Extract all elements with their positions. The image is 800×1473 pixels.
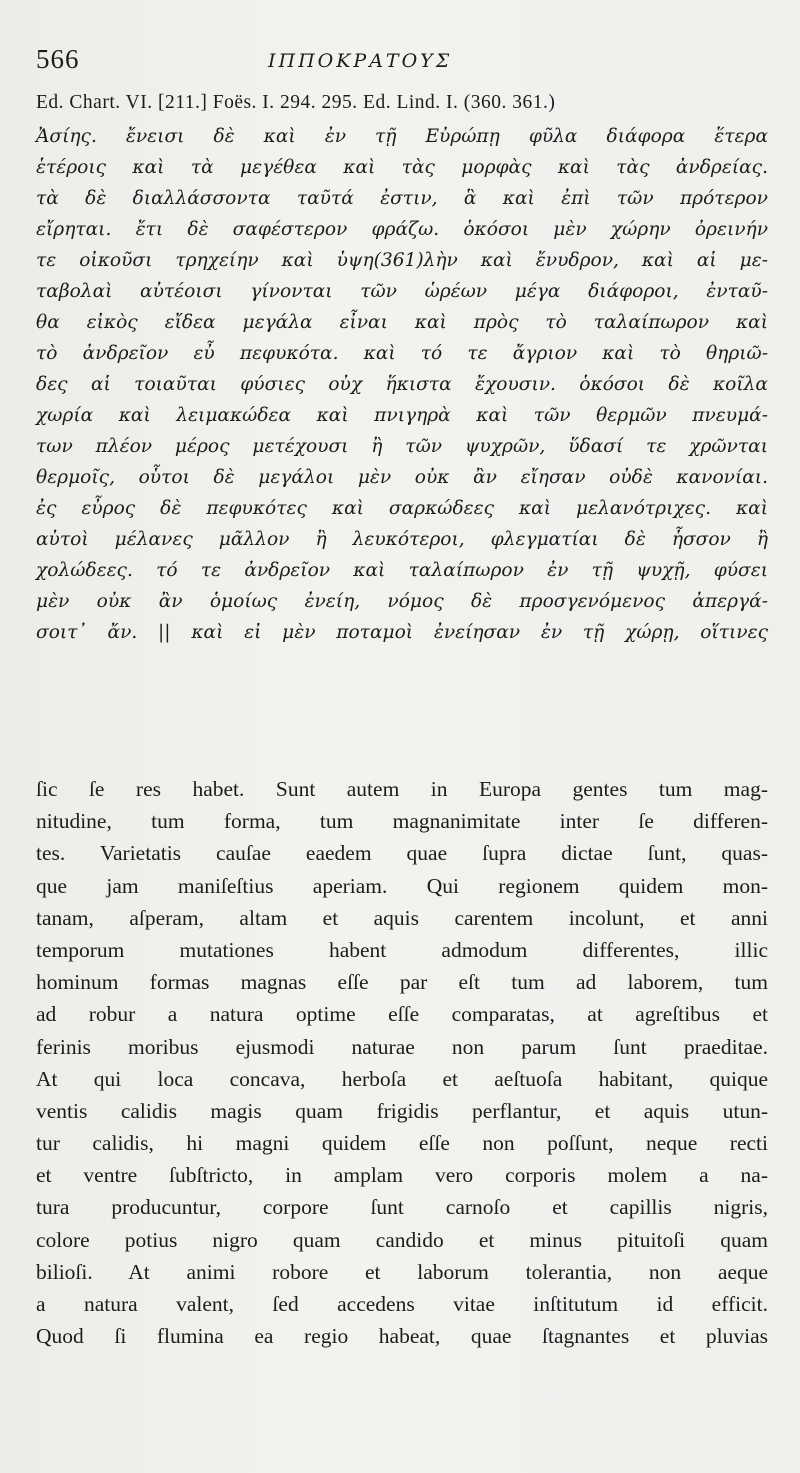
latin-line: ſic ſe res habet. Sunt autem in Europa gentes tum mag- [36,777,768,801]
greek-line: αὐτοὶ μέλανες μᾶλλον ἢ λευκότεροι, φλεγματίαι δὲ ἧσσον ἢ [36,529,768,550]
latin-line: colore potius nigro quam candido et minus pituitoſi quam [36,1227,768,1252]
greek-line: Ἀσίης. ἔνεισι δὲ καὶ ἐν τῇ Εὐρώπῃ φῦλα διάφορα ἕτερα [36,126,768,147]
latin-line: que jam maniſeſtius aperiam. Qui regionem quidem mon- [36,873,768,898]
latin-line: At qui loca concava, herboſa et aeſtuoſa habitant, quique [36,1066,768,1091]
latin-line: et ventre ſubſtricto, in amplam vero corporis molem a na- [36,1163,768,1188]
running-title: ΙΠΠΟΚΡΑΤΟΥΣ [268,50,453,72]
latin-line: Quod ſi flumina ea regio habeat, quae ſtagnantes et pluvias [36,1324,768,1349]
latin-translation-block [36,773,768,1352]
greek-line: θα εἰκὸς εἴδεα μεγάλα εἶναι καὶ πρὸς τὸ ταλαίπωρον καὶ [36,312,768,333]
latin-line: tes. Varietatis cauſae eaedem quae ſupra dictae ſunt, quas- [36,841,768,866]
latin-line: temporum mutationes habent admodum differentes, illic [36,937,768,962]
greek-line: εἴρηται. ἔτι δὲ σαφέστερον φράζω. ὁκόσοι μὲν χώρην ὀρεινήν [36,219,768,240]
greek-line: σοιτ᾽ ἄν. || καὶ εἰ μὲν ποταμοὶ ἐνείησαν ἐν τῇ χώρῃ, οἵτινες [36,622,768,643]
latin-line: tura producuntur, corpore ſunt carnoſo et capillis nigris, [36,1195,768,1220]
page-number: 566 [36,44,80,74]
greek-line: χωρία καὶ λειμακώδεα καὶ πνιγηρὰ καὶ τῶν θερμῶν πνευμά- [36,405,768,426]
latin-line: nitudine, tum forma, tum magnanimitate inter ſe differen- [36,809,768,834]
greek-line: τε οἰκοῦσι τρηχείην καὶ ὑψη(361)λὴν καὶ ἔνυδρον, καὶ αἱ με- [36,250,768,271]
latin-line: bilioſi. At animi robore et laborum tolerantia, non aeque [36,1259,768,1284]
greek-line: θερμοῖς, οὗτοι δὲ μεγάλοι μὲν οὐκ ἂν εἴησαν οὐδὲ κανονίαι. [36,467,768,488]
greek-line: δες αἱ τοιαῦται φύσιες οὐχ ἥκιστα ἔχουσιν. ὁκόσοι δὲ κοῖλα [36,374,768,395]
latin-line: ventis calidis magis quam frigidis perflantur, et aquis utun- [36,1098,768,1123]
latin-line: tanam, aſperam, altam et aquis carentem incolunt, et anni [36,905,768,930]
greek-text-block [36,121,768,648]
greek-line: ταβολαὶ αὐτέοισι γίνονται τῶν ὡρέων μέγα διάφοροι, ἐνταῦ- [36,281,768,302]
latin-line: tur calidis, hi magni quidem eſſe non poſſunt, neque recti [36,1131,768,1156]
greek-line: ἑτέροις καὶ τὰ μεγέθεα καὶ τὰς μορφὰς καὶ τὰς ἀνδρείας. [36,157,768,178]
latin-line: ferinis moribus ejusmodi naturae non parum ſunt praeditae. [36,1034,768,1059]
latin-line: a natura valent, ſed accedens vitae inſtitutum id efficit. [36,1292,768,1316]
greek-line: ἐς εὖρος δὲ πεφυκότες καὶ σαρκώδεες καὶ μελανότριχες. καὶ [36,498,768,519]
latin-line: ad robur a natura optime eſſe comparatas, at agreſtibus et [36,1002,768,1027]
greek-line: τὰ δὲ διαλλάσσοντα ταῦτά ἐστιν, ἃ καὶ ἐπὶ τῶν πρότερον [36,188,768,209]
greek-line: τὸ ἀνδρεῖον εὖ πεφυκότα. καὶ τό τε ἄγριον καὶ τὸ θηριῶ- [36,343,768,364]
edition-reference-line: Ed. Chart. VI. [211.] Foës. I. 294. 295. Ed. Lind. I. (360. 361.) [36,92,556,113]
greek-line: μὲν οὐκ ἂν ὁμοίως ἐνείη, νόμος δὲ προσγενόμενος ἀπεργά- [36,591,768,612]
greek-line: χολώδεες. τό τε ἀνδρεῖον καὶ ταλαίπωρον ἐν τῇ ψυχῇ, φύσει [36,560,768,581]
greek-line: των πλέον μέρος μετέχουσι ἢ τῶν ψυχρῶν, ὕδασί τε χρῶνται [36,436,768,457]
latin-line: hominum formas magnas eſſe par eſt tum ad laborem, tum [36,970,768,995]
page-header [36,44,766,84]
